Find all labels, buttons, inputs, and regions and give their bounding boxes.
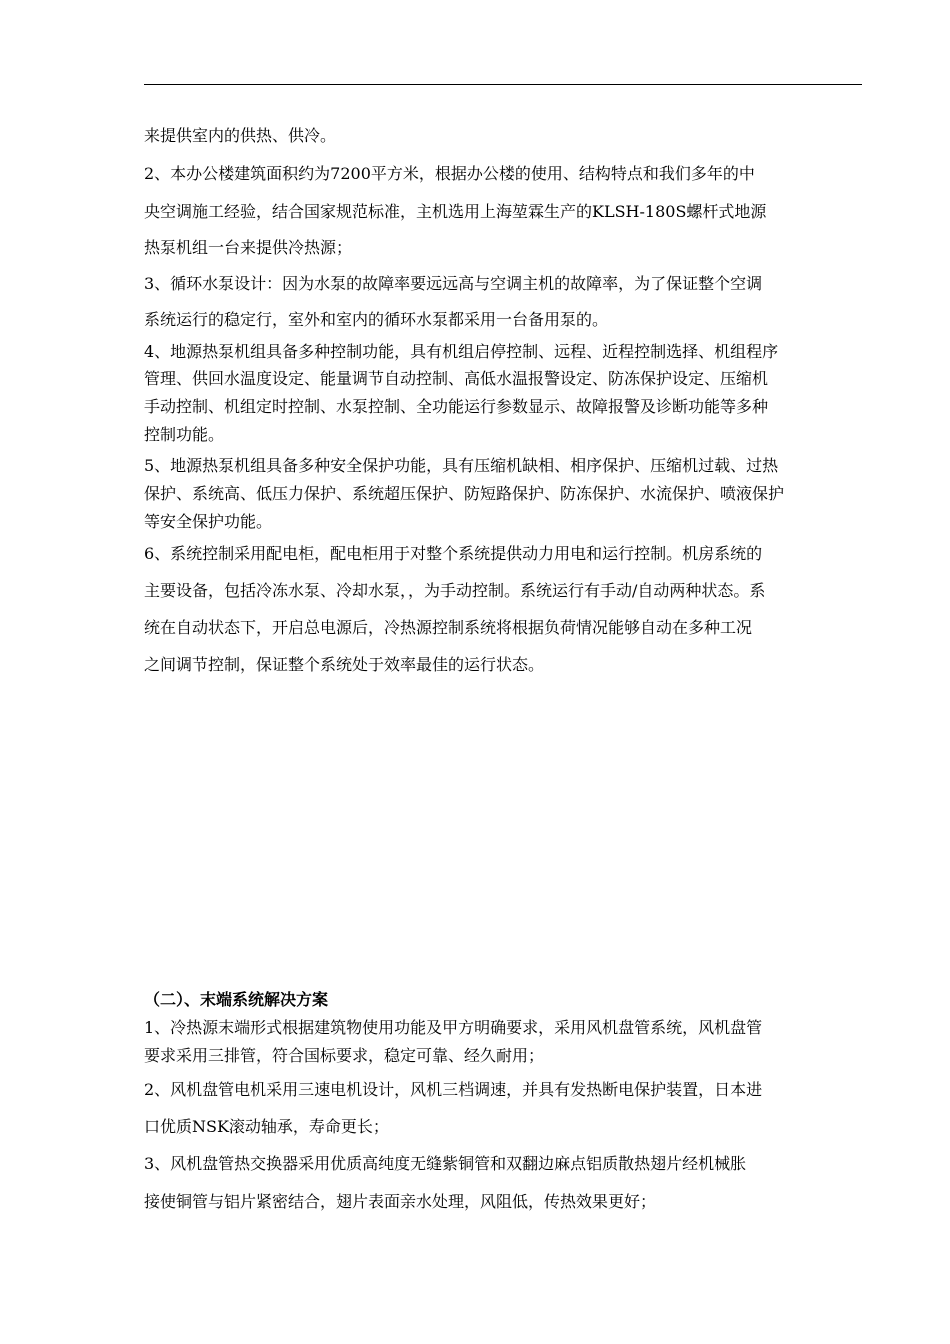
- paragraph-line: 等安全保护功能。: [144, 512, 273, 531]
- paragraph-line: 6、系统控制采用配电柜，配电柜用于对整个系统提供动力用电和运行控制。机房系统的: [144, 544, 763, 563]
- paragraph-line: 之间调节控制，保证整个系统处于效率最佳的运行状态。: [144, 655, 545, 674]
- paragraph-line: 口优质NSK滚动轴承，寿命更长；: [144, 1117, 389, 1136]
- paragraph-line: 手动控制、机组定时控制、水泵控制、全功能运行参数显示、故障报警及诊断功能等多种: [144, 397, 769, 416]
- paragraph-line: 3、风机盘管热交换器采用优质高纯度无缝紫铜管和双翻边麻点铝质散热翅片经机械胀: [144, 1154, 747, 1173]
- paragraph-line: 5、地源热泵机组具备多种安全保护功能，具有压缩机缺相、相序保护、压缩机过载、过热: [144, 456, 779, 475]
- paragraph-line: 4、地源热泵机组具备多种控制功能，具有机组启停控制、远程、近程控制选择、机组程序: [144, 342, 779, 361]
- paragraph-line: 系统运行的稳定行，室外和室内的循环水泵都采用一台备用泵的。: [144, 310, 609, 329]
- section-heading: （二）、末端系统解决方案: [144, 990, 329, 1009]
- paragraph-line: 热泵机组一台来提供冷热源；: [144, 238, 353, 257]
- paragraph-line: 要求采用三排管，符合国标要求，稳定可靠、经久耐用；: [144, 1046, 545, 1065]
- paragraph-line: 主要设备，包括冷冻水泵、冷却水泵，，为手动控制。系统运行有手动/自动两种状态。系: [144, 581, 766, 600]
- paragraph-line: 央空调施工经验，结合国家规范标准，主机选用上海堃霖生产的KLSH-180S螺杆式地源: [144, 202, 767, 221]
- paragraph-line: 接使铜管与铝片紧密结合，翅片表面亲水处理，风阻低，传热效果更好；: [144, 1192, 657, 1211]
- paragraph-line: 管理、供回水温度设定、能量调节自动控制、高低水温报警设定、防冻保护设定、压缩机: [144, 369, 769, 388]
- paragraph-line: 2、本办公楼建筑面积约为7200平方米，根据办公楼的使用、结构特点和我们多年的中: [144, 164, 755, 183]
- paragraph-line: 控制功能。: [144, 425, 225, 444]
- paragraph-line: 1、冷热源末端形式根据建筑物使用功能及甲方明确要求，采用风机盘管系统，风机盘管: [144, 1018, 763, 1037]
- paragraph-line: 来提供室内的供热、供冷。: [144, 126, 337, 145]
- paragraph-line: 2、风机盘管电机采用三速电机设计，风机三档调速，并具有发热断电保护装置，日本进: [144, 1080, 763, 1099]
- paragraph-line: 3、循环水泵设计：因为水泵的故障率要远远高与空调主机的故障率，为了保证整个空调: [144, 274, 763, 293]
- header-rule: [144, 84, 862, 85]
- paragraph-line: 保护、系统高、低压力保护、系统超压保护、防短路保护、防冻保护、水流保护、喷液保护: [144, 484, 785, 503]
- paragraph-line: 统在自动状态下，开启总电源后，冷热源控制系统将根据负荷情况能够自动在多种工况: [144, 618, 753, 637]
